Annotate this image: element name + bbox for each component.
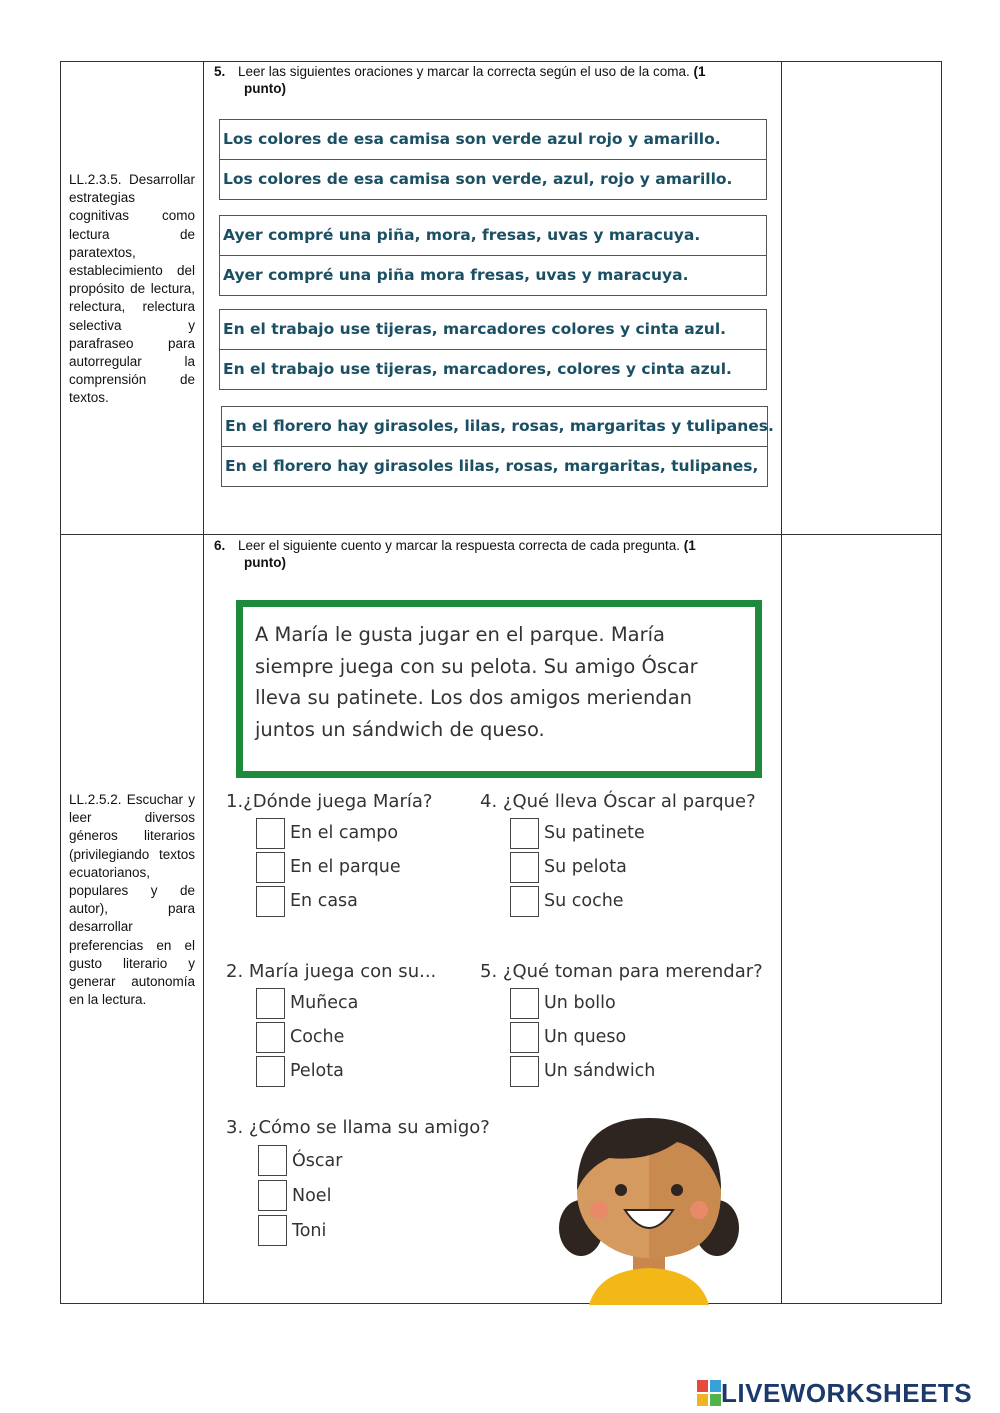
question-3 — [226, 1117, 490, 1248]
score-cell — [782, 62, 942, 535]
answer-checkbox[interactable] — [510, 818, 539, 849]
story-line: A María le gusta jugar en el parque. María — [255, 623, 665, 646]
sentence-option[interactable]: Los colores de esa camisa son verde azul rojo y amarillo. — [223, 130, 721, 148]
question-4 — [480, 791, 756, 918]
sentence-group-3 — [219, 309, 767, 390]
answer-label: Un sándwich — [544, 1061, 656, 1081]
sentence-option[interactable]: Ayer compré una piña, mora, fresas, uvas y maracuya. — [223, 226, 701, 244]
sentence-option[interactable]: En el florero hay girasoles, lilas, rosas, margaritas y tulipanes. — [225, 417, 774, 435]
sentence-group-1 — [219, 119, 767, 200]
answer-label: En el campo — [290, 823, 399, 843]
question-title: 5. ¿Qué toman para merendar? — [480, 961, 763, 982]
question-6-cell — [204, 535, 782, 1304]
question-title: 4. ¿Qué lleva Óscar al parque? — [480, 791, 756, 812]
answer-checkbox[interactable] — [256, 818, 285, 849]
answer-label: Su pelota — [544, 857, 627, 877]
story-line: lleva su patinete. Los dos amigos meriendan — [255, 686, 692, 709]
girl-illustration — [559, 1110, 739, 1305]
question-5-cell — [204, 62, 782, 535]
logo-text: LIVEWORKSHEETS — [721, 1377, 973, 1408]
answer-checkbox[interactable] — [258, 1215, 287, 1246]
question-title: 1.¿Dónde juega María? — [226, 791, 433, 812]
question-title: 3. ¿Cómo se llama su amigo? — [226, 1117, 490, 1138]
answer-label: Muñeca — [290, 993, 359, 1013]
answer-label: Su patinete — [544, 823, 645, 843]
answer-checkbox[interactable] — [256, 852, 285, 883]
sentence-option[interactable]: En el florero hay girasoles lilas, rosas, margaritas, tulipanes, — [222, 446, 767, 486]
story-line: juntos un sándwich de queso. — [255, 717, 545, 741]
sentence-group-2 — [219, 215, 767, 296]
standard-text: LL.2.3.5. Desarrollar estrategias cognitivas como lectura de paratextos, establecimiento del propósito de lectura, relectura, relectura selectiva y parafraseo para autorregular la comprensión de textos. — [69, 172, 195, 406]
worksheet-table — [60, 61, 942, 1304]
question-6-instruction: 6. Leer el siguiente cuento y marcar la respuesta correcta de cada pregunta. (1 punto) — [214, 538, 696, 570]
standard-cell — [61, 535, 204, 1304]
story-box — [236, 600, 762, 778]
answer-checkbox[interactable] — [510, 852, 539, 883]
answer-checkbox[interactable] — [256, 886, 285, 917]
sentence-group-4 — [221, 406, 774, 487]
answer-label: Óscar — [292, 1150, 343, 1171]
story-line: siempre juega con su pelota. Su amigo Óscar — [255, 654, 698, 678]
sentence-option[interactable]: En el trabajo use tijeras, marcadores colores y cinta azul. — [223, 320, 727, 338]
standard-text: LL.2.5.2. Escuchar y leer diversos géneros literarios (privilegiando textos ecuatorianos, populares y de autor), para desarrollar preferencias en el gusto literario y generar autonomía en la lectura. — [69, 792, 195, 1008]
answer-label: Coche — [290, 1027, 345, 1047]
question-5-instruction: 5. Leer las siguientes oraciones y marcar la correcta según el uso de la coma. (1 punto) — [214, 64, 706, 96]
logo-badge-icon — [697, 1380, 721, 1406]
answer-label: Pelota — [290, 1061, 344, 1081]
answer-label: Un bollo — [544, 993, 616, 1013]
question-2 — [226, 961, 436, 1088]
sentence-option[interactable]: En el trabajo use tijeras, marcadores, colores y cinta azul. — [220, 349, 766, 389]
standard-cell — [61, 62, 204, 535]
answer-checkbox[interactable] — [256, 1022, 285, 1053]
answer-checkbox[interactable] — [258, 1145, 287, 1176]
answer-checkbox[interactable] — [256, 1056, 285, 1087]
answer-checkbox[interactable] — [258, 1180, 287, 1211]
answer-checkbox[interactable] — [256, 988, 285, 1019]
answer-label: Un queso — [544, 1027, 627, 1047]
question-title: 2. María juega con su... — [226, 961, 437, 982]
answer-label: Su coche — [544, 891, 624, 911]
answer-label: En el parque — [290, 857, 401, 877]
answer-checkbox[interactable] — [510, 1056, 539, 1087]
answer-label: Noel — [292, 1185, 332, 1206]
liveworksheets-logo — [697, 1376, 972, 1410]
question-1 — [226, 791, 432, 918]
answer-checkbox[interactable] — [510, 886, 539, 917]
score-cell — [782, 535, 942, 1304]
answer-label: En casa — [290, 891, 358, 911]
answer-checkbox[interactable] — [510, 1022, 539, 1053]
answer-checkbox[interactable] — [510, 988, 539, 1019]
answer-label: Toni — [292, 1220, 327, 1241]
sentence-option[interactable]: Ayer compré una piña mora fresas, uvas y maracuya. — [220, 255, 766, 295]
question-5 — [480, 961, 763, 1088]
sentence-option[interactable]: Los colores de esa camisa son verde, azul, rojo y amarillo. — [220, 159, 766, 199]
